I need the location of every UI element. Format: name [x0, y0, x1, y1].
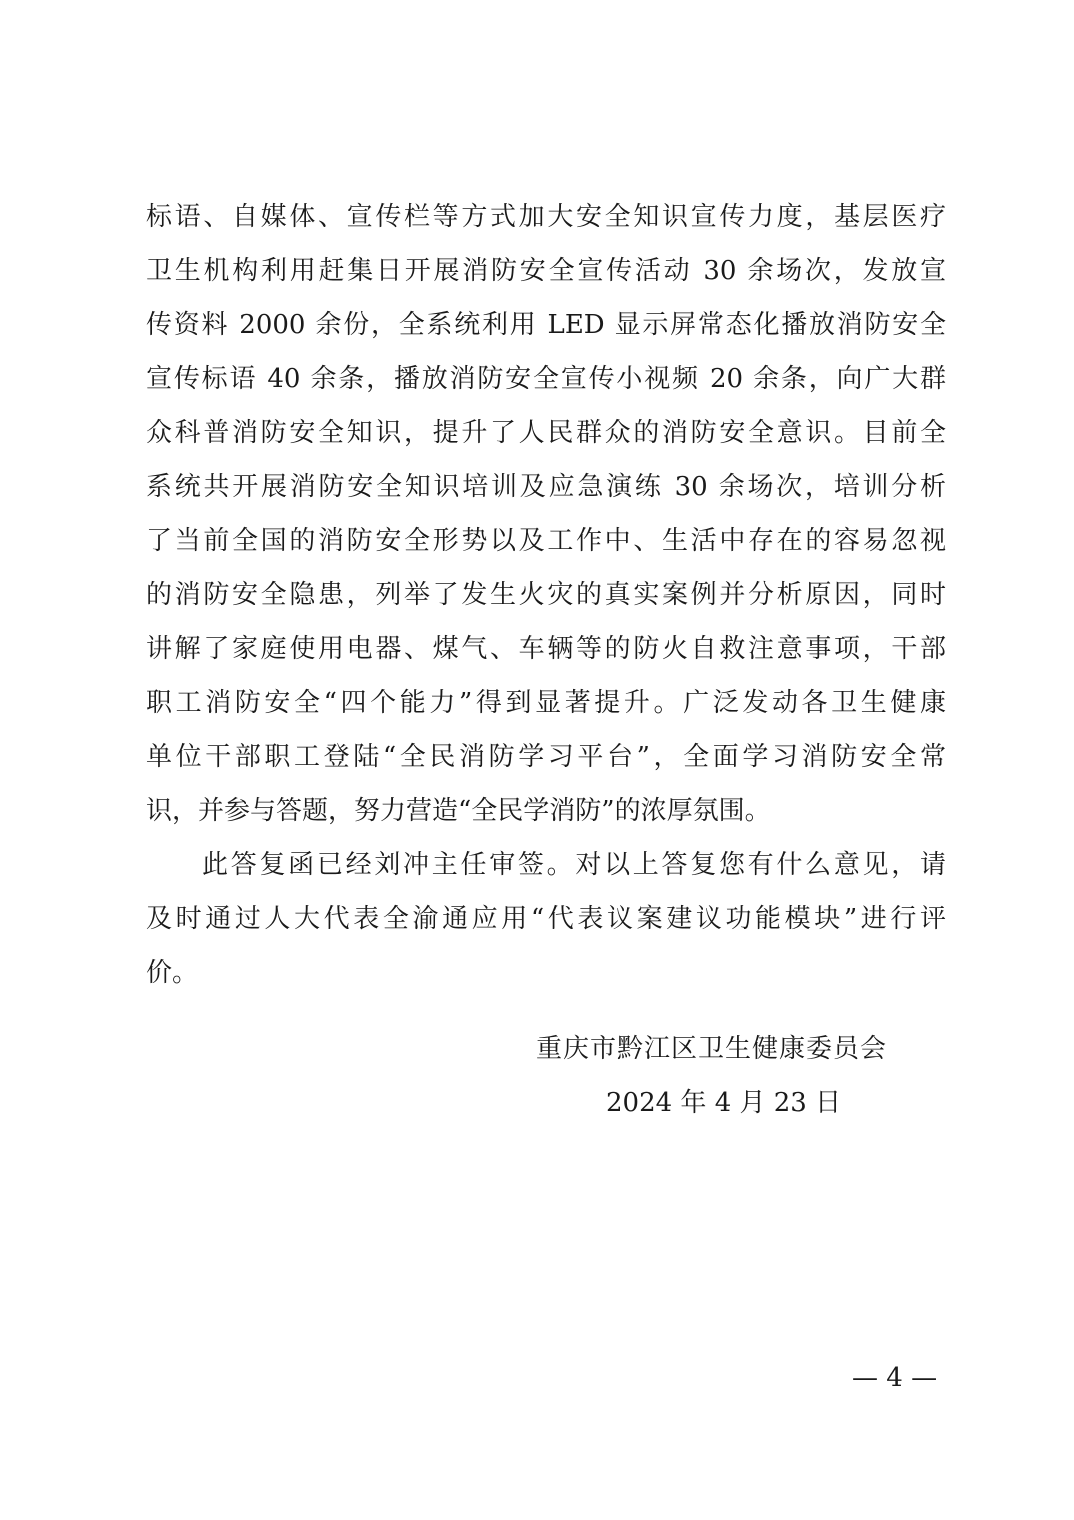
- paragraph-line: 价。: [146, 958, 199, 988]
- paragraph-line: 系统共开展消防安全知识培训及应急演练 30 余场次，培训分析: [146, 472, 946, 502]
- paragraph-line: 讲解了家庭使用电器、煤气、车辆等的防火自救注意事项，干部: [146, 634, 946, 664]
- paragraph-line: 的消防安全隐患，列举了发生火灾的真实案例并分析原因，同时: [146, 580, 946, 610]
- signature-date: 2024 年 4 月 23 日: [606, 1088, 842, 1118]
- paragraph-line: 此答复函已经刘冲主任审签。对以上答复您有什么意见，请: [202, 850, 946, 880]
- paragraph-line: 了当前全国的消防安全形势以及工作中、生活中存在的容易忽视: [146, 526, 946, 556]
- paragraph-line: 职工消防安全“四个能力”得到显著提升。广泛发动各卫生健康: [146, 688, 946, 718]
- paragraph-line: 众科普消防安全知识，提升了人民群众的消防安全意识。目前全: [146, 418, 946, 448]
- signature-organization: 重庆市黔江区卫生健康委员会: [536, 1034, 888, 1064]
- paragraph-line: 单位干部职工登陆“全民消防学习平台”，全面学习消防安全常: [146, 742, 946, 772]
- paragraph-line: 卫生机构利用赶集日开展消防安全宣传活动 30 余场次，发放宣: [146, 256, 946, 286]
- paragraph-line: 及时通过人大代表全渝通应用“代表议案建议功能模块”进行评: [146, 904, 946, 934]
- paragraph-line: 传资料 2000 余份，全系统利用 LED 显示屏常态化播放消防安全: [146, 310, 946, 340]
- signature-block: [536, 1022, 916, 1130]
- paragraph-line: 宣传标语 40 余条，播放消防安全宣传小视频 20 余条，向广大群: [146, 364, 946, 394]
- paragraph-line: 识，并参与答题，努力营造“全民学消防”的浓厚氛围。: [146, 796, 771, 826]
- body-text: [146, 190, 946, 1000]
- paragraph-line: 标语、自媒体、宣传栏等方式加大安全知识宣传力度，基层医疗: [146, 202, 946, 232]
- page-number: — 4 —: [852, 1363, 938, 1393]
